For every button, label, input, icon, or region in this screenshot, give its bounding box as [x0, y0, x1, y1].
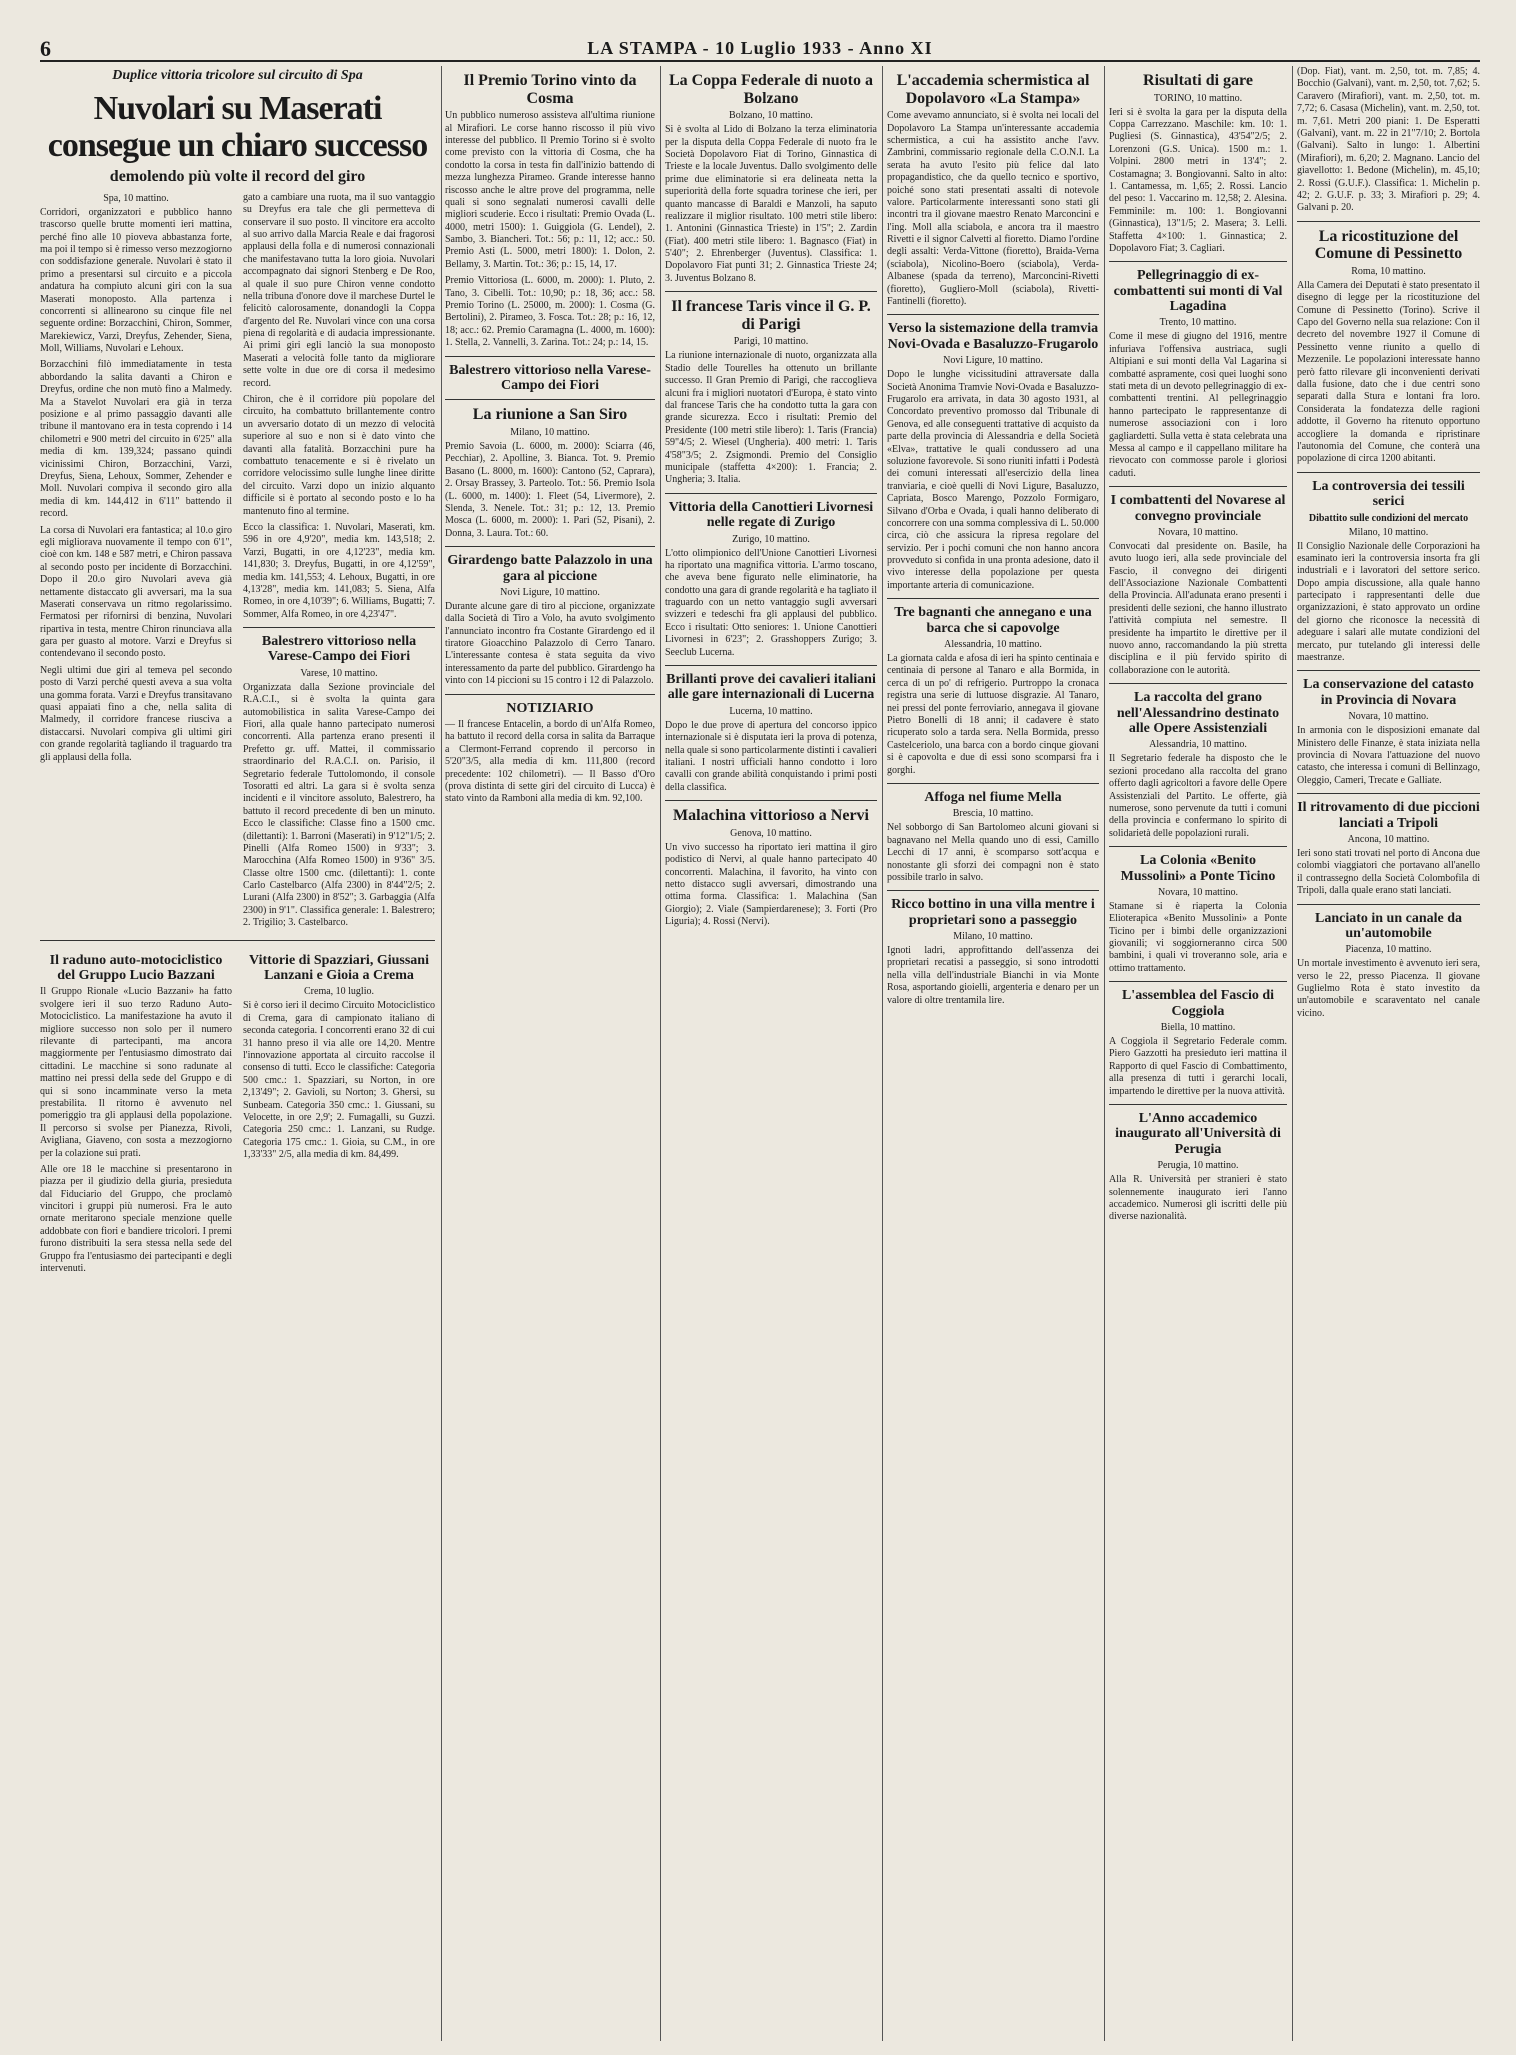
spa-article: [40, 191, 438, 934]
divider: [1109, 981, 1287, 982]
catasto-dateline: Novara, 10 mattino.: [1348, 711, 1429, 723]
bagnanti-headline: Tre bagnanti che annegano e una barca che si capovolge: [894, 605, 1092, 636]
catasto-headline: La conservazione del catasto in Provincia di Novara: [1303, 677, 1474, 708]
notiziario-headline: NOTIZIARIO: [506, 700, 594, 716]
sansiro-dateline: Milano, 10 mattino.: [510, 426, 590, 438]
raduno-headline: Il raduno auto-motociclistico del Gruppo Lucio Bazzani: [49, 952, 223, 984]
varese-repeat-headline: Balestrero vittorioso nella Varese-Campo dei Fiori: [449, 362, 651, 393]
scherma-text: Come avevamo annunciato, si è svolta nei locali del Dopolavoro La Stampa un'interessante accademia schermistica, a cui ha assistito anche l'avv. Zambrini, commissario regionale della C.O.N.I. La serata ha avuto l'esito più felice dal lato propagandistico, che da quello tecnico e sportivo, poiché sono stati presentati assalti di notevole valore. Particolarmente interessanti sono stati gli incontri tra il giovane maestro Renato Marconcini e l'ing. Moll alla sciabola, e ancora tra il maestro Rivetti e il signor Calvetti al fioretto. Diamo l'ordine degli assalti: Verda-Vittone (fioretto), Braida-Verna (sciabola), Nicolino-Boero (sciabola), Verda-Albanese (spada da terreno), Marconcini-Rivetti (fioretto), Gugliero-Moll (sciabola), Rivetti-Fantinelli (fioretto).: [887, 110, 1102, 308]
perugia-dateline: Perugia, 10 mattino.: [1157, 1160, 1239, 1172]
spa-dateline: Spa, 10 mattino.: [103, 192, 169, 204]
novarese-headline: I combattenti del Novarese al convegno provinciale: [1110, 493, 1286, 524]
notiziario-text: — Il francese Entacelin, a bordo di un'Alfa Romeo, ha battuto il record della corsa in salita da Barraque a Clermont-Ferrand coprendo il percorso in 5'20"3/5, alla media di km. 111,800 (record precedente: 102 chilometri). — Il Basso d'Oro (prova distinta di sette giri del circuito di Lucca) è stato vinto da Ramboni alla media di km. 92,100.: [445, 719, 658, 805]
divider: [665, 493, 877, 494]
column-rule: [1104, 66, 1105, 2041]
mella-text: Nel sobborgo di San Bartolomeo alcuni giovani si bagnavano nel Mella quando uno di essi, Camillo Lecchi di 17 anni, è scomparso sott'acqua e nonostante gli sforzi dei compagni non è stato possibile trarlo in salvo.: [887, 822, 1102, 883]
catasto-text: In armonia con le disposizioni emanate dal Ministero delle Finanze, è stata iniziata nella provincia di Novara l'attuazione del nuovo catasto, che interessa i comuni di Bellinzago, Oleggio, Cameri, Trecate e Galliate.: [1297, 725, 1483, 786]
coggiola-text: A Coggiola il Segretario Federale comm. Piero Gazzotti ha presieduto ieri mattina il Rapporto di quel Fascio di Combattimento, alla presenza di tutti i gerarchi locali, impartendo le direttive per la nuova attività.: [1109, 1036, 1290, 1097]
varese-headline: Balestrero vittorioso nella Varese-Campo dei Fiori: [261, 634, 417, 665]
canottieri-text: L'otto olimpionico dell'Unione Canottieri Livornesi ha riportato una magnifica vittoria. L'armo toscano, che aveva bene figurato nelle eliminatorie, ha condotto una gara di grande regolarità e ha tagliato il traguardo con un netto vantaggio sugli avversari svizzeri e tedeschi fra gli applausi del pubblico. Ecco i risultati: Otto seniores: 1. Unione Canottieri Livornesi in 6'23"; 2. Grasshoppers Zurigo; 3. Seeclub Lucerna.: [665, 547, 880, 658]
divider: [887, 314, 1099, 315]
coggiola-dateline: Biella, 10 mattino.: [1160, 1022, 1236, 1034]
gare-headline: Risultati di gare: [1143, 72, 1253, 89]
gare-dateline: TORINO, 10 mattino.: [1153, 92, 1243, 104]
grano-headline: La raccolta del grano nell'Alessandrino destinato alle Opere Assistenziali: [1116, 690, 1280, 736]
bagnanti-text: La giornata calda e afosa di ieri ha spinto centinaia e centinaia di persone al Tanaro e alla Bormida, in cerca di un po' di refrigerio. Purtroppo la cronaca registra una serie di luttuose disgrazie. Al Tanaro, nei pressi del ponte ferroviario, annegava il giovane Pietro Bonelli di 18 anni; il cadavere è stato ricuperato solo a tarda sera. Nella Bormida, presso Castelceriolo, una barca con a bordo cinque giovani si è capovolta e due di essi sono scomparsi fra i gorghi.: [887, 653, 1102, 776]
tessili-headline: La controversia dei tessili serici: [1312, 478, 1465, 510]
lucerna-dateline: Lucerna, 10 mattino.: [729, 705, 813, 717]
scherma-headline: L'accademia schermistica al Dopolavoro «La Stampa»: [896, 72, 1090, 107]
column-rule: [441, 66, 442, 2041]
varese-text: Organizzata dalla Sezione provinciale del R.A.C.I., si è svolta la quinta gara automobilistica in salita Varese-Campo dei Fiori, alla quale hanno partecipato numerosi concorrenti. Alla partenza erano presenti il Prefetto gr. uff. Mattei, il commissario straordinario del R.A.C.I. on. Parisio, il Segretario federale Tuttolomondo, il console Tosoratti ed altri. La gara si è svolta senza incidenti e il vincitore assoluto, Balestrero, ha battuto il record precedente di ben un minuto. Ecco le classifiche: Classe fino a 1500 cmc. (dilettanti): 1. Barroni (Maserati) in 9'12"1/5; 2. Pinelli (Alfa Romeo 1500) in 9'33"; 3. Marocchina (Alfa Romeo 1500) in 9'36" 3/5. Classe oltre 1500 cmc. (dilettanti): 1. conte Carlo Castelbarco (Alfa 2300) in 8'44"2/5; 2. Lurani (Alfa 2300) in 8'52"; 3. Garbaggia (Alfa 2300) in 9'1". Classifica generale: 1. Balestrero; 2. Trigilio; 3. Castelbarco.: [243, 681, 438, 929]
spa-text-e: gato a cambiare una ruota, ma il suo vantaggio su Dreyfus era tale che gli permetteva di conservare il suo posto. Il vincitore era accolto al suo arrivo dalla Marcia Reale e dai fragorosi applausi della folla e di numerosi connazionali che manifestavano tutta la loro gioia. Nuvolari accompagnato dai signori Stenberg e De Roo, al quale il suo pure Chiron venne condotto nella tribuna d'onore dove il marchese Durtel le felicitò calorosamente, donandogli la Coppa d'argento del Re. Nuvolari vince con una corsa piena di regolarità e di audacia impressionante. Ai primi giri egli lanciò la sua monoposto Maserati a velocità folle tanto da migliorare sette volte in due ore di corsa il medesimo record.: [243, 191, 438, 389]
divider: [1109, 683, 1287, 684]
spa-classification: Ecco la classifica: 1. Nuvolari, Maserati, km. 596 in ore 4,9'20", media km. 143,518; 2. Varzi, Bugatti, in ore 4,12'23", media km. 141,830; 3. Dreyfus, Bugatti, in ore 4,12'59", media km. 141,553; 4. Lehoux, Bugatti, in ore 4,13'28", media km. 141,083; 5. Siena, Alfa Romeo, in ore 4,10'39"; 6. Williams, Bugatti; 7. Sommer, Alfa Romeo, in ore 4,23'47".: [243, 521, 438, 620]
sansiro-headline: La riunione a San Siro: [472, 406, 628, 424]
divider: [1109, 846, 1287, 847]
nervi-text: Un vivo successo ha riportato ieri mattina il giro podistico di Nervi, al quale hanno partecipato 40 concorrenti. Malachina, il favorito, ha vinto con netto distacco sugli avversari, dimostrando una ottima forma. Classifica: 1. Malachina (San Giorgio); 2. Viale (Sampierdarenese); 3. Forti (Pro Liguria); 4. Rossi (Nervi).: [665, 841, 880, 928]
spa-subheadline: demolendo più volte il record del giro: [109, 167, 366, 185]
perugia-text: Alla R. Università per stranieri è stato solennemente inaugurato ieri l'anno accademico. Numerosi gli iscritti delle più diverse nazionalità.: [1109, 1174, 1290, 1223]
spa-text-b: Borzacchini filò immediatamente in testa abbordando la salita davanti a Chiron e Dreyfus, ordine che non mutò fino a Malmedy. Ma a Stavelot Nuvolari era già in terza posizione e al primo passaggio davanti alle tribune il mantovano era in testa coprendo i 14 chilometri e 900 metri del circuito in 6'25" alla media di km. 139,324; passano quindi vicinissimi Chiron, Borzacchini, Varzi, Dreyfus, Siena, Lehoux, Sommer, Zehender e Moll. Nuvolari compiva il secondo giro alla media di km. 144,412 in 6'11" battendo il record.: [40, 359, 235, 520]
gare-text: Ieri si è svolta la gara per la disputa della Coppa Carrezzano. Maschile: km. 10: 1. Pugliesi (S. Ginnastica), 43'54"2/5; 2. Lorenzoni (G.S. Unica). 1500 m.: 1. Volpini. 2800 metri in 13'4"; 2. Costamagna; 3. Bongiovanni. Salto in alto: 1. Cantamessa, m. 1,65; 2. Rossi. Lancio del peso: 1. Vaccarino m. 12,58; 2. Alesina. Femminile: m. 100: 1. Bongiovanni (Ginnastica), 13"1/5; 2. Masera; 3. Lelli. Staffetta 4×100: 1. Ginnastica; 2. Dopolavoro Fiat; 3. Cagliari.: [1109, 106, 1290, 254]
tramvia-headline: Verso la sistemazione della tramvia Novi-Ovada e Basaluzzo-Frugarolo: [887, 321, 1099, 352]
column-2: [445, 66, 658, 810]
grano-text: Il Segretario federale ha disposto che le sezioni procedano alla raccolta del grano offerto dagli agricoltori a favore delle Opere Assistenziali del Partito. Le offerte, già numerose, sono pervenute da tutti i comuni della provincia e confermano lo spirito di solidarietà delle popolazioni rurali.: [1109, 753, 1290, 839]
varese-dateline: Varese, 10 mattino.: [300, 667, 378, 679]
column-5: [1109, 66, 1290, 1228]
pellegrinaggio-headline: Pellegrinaggio di ex-combattenti sui monti di Val Lagadina: [1113, 268, 1283, 315]
divider: [665, 665, 877, 666]
pellegrinaggio-text: Come il mese di giugno del 1916, mentre infuriava l'offensiva austriaca, sugli Altipiani e sui monti della Val Lagarina si combatté aspramente, così quei luoghi sono stati meta di un devoto pellegrinaggio di ex-combattenti trentini. Al pellegrinaggio hanno partecipato le rappresentanze di numerose associazioni con i loro gagliardetti. Sulla vetta è stata celebrata una Messa al campo e il cappellano militare ha rievocato con commosse parole i gloriosi caduti.: [1109, 331, 1290, 479]
column-rule: [882, 66, 883, 2041]
column-6: [1297, 66, 1483, 1024]
coppa-dateline: Bolzano, 10 mattino.: [729, 110, 813, 122]
taris-text: La riunione internazionale di nuoto, organizzata alla Stadio delle Tourelles ha ottenuto un brillante successo. Il Gran Premio di Parigi, che raccoglieva alcuni fra i migliori nuotatori d'Europa, è stato vinto dal francese Taris che ha condotto tutta la gara con grande sicurezza. Ecco i risultati: Premio del Presidente (100 metri stile libero): 1. Taris (Francia) 59"4/5; 2. Wiesel (Ungheria). 400 metri: 1. Taris 4'58"3/5; 2. Zsigmondi. Premio del Consiglio municipale (staffetta 4×200): 1. Francia; 2. Ungheria; 3. Italia.: [665, 350, 880, 486]
spa-headline: Nuvolari su Maserati consegue un chiaro successo: [47, 90, 428, 165]
divider: [1297, 793, 1480, 794]
newspaper-title: LA STAMPA - 10 Luglio 1933 - Anno XI: [587, 38, 933, 58]
sansiro-text: Premio Savoia (L. 6000, m. 2000): Sciarra (46, Pecchiar), 2. Apolline, 3. Bianca. Tot. 9. Premio Basano (L. 8000, m. 1600): Cantono (52, Caprara), 2. Orsay Brassey, 3. Parteolo. Tot.: 56. Premio Isola (L. 6000, m. 1400): 1. Fleet (54, Livermore), 2. Slenda, 3. Nenele. Tot.: 31; p.: 12, 13. Premio Mosca (L. 6000, m. 2000): 1. Pari (52, Pisani), 2. Donna, 3. Laura. Tot.: 60.: [445, 440, 658, 539]
colonia-dateline: Novara, 10 mattino.: [1158, 886, 1238, 898]
colonia-headline: La Colonia «Benito Mussolini» a Ponte Ticino: [1120, 853, 1276, 884]
column-1: [40, 66, 438, 1279]
pessinetto-headline: La ricostituzione del Comune di Pessinetto: [1314, 227, 1463, 263]
tessili-subheadline: Dibattito sulle condizioni del mercato: [1308, 512, 1469, 524]
pessinetto-dateline: Roma, 10 mattino.: [1351, 265, 1426, 277]
crema-dateline: Crema, 10 luglio.: [304, 986, 374, 998]
crema-headline: Vittorie di Spazziari, Giussani Lanzani e Gioia a Crema: [249, 952, 429, 984]
tripoli-headline: Il ritrovamento di due piccioni lanciati a Tripoli: [1297, 800, 1480, 831]
divider: [445, 399, 655, 400]
divider: [1109, 1104, 1287, 1105]
nervi-dateline: Genova, 10 mattino.: [730, 827, 812, 839]
bottino-headline: Ricco bottino in una villa mentre i proprietari sono a passeggio: [891, 897, 1095, 928]
column-3: [665, 66, 880, 933]
tripoli-text: Ieri sono stati trovati nel porto di Ancona due colombi viaggiatori che portavano all'anello il contrassegno della Società Colombofila di Tripoli, dalla quale erano stati lanciati.: [1297, 847, 1483, 897]
divider: [40, 940, 435, 941]
raduno-text: Il Gruppo Rionale «Lucio Bazzani» ha fatto svolgere ieri il suo terzo Raduno Auto-Motociclistico. La manifestazione ha avuto il migliore successo non solo per il numero rilevante di partecipanti, ma ancora maggiormente per l'entusiasmo dimostrato dai cittadini. Le macchine si sono radunate al mattino nei pressi della sede del Gruppo e di qui si sono incamminate verso la meta prestabilita. Il ritorno è avvenuto nel pomeriggio tra gli applausi della popolazione. Il percorso si svolse per Pianezza, Rivoli, Avigliana, Giaveno, con sosta a mezzogiorno per la colazione sui prati.: [40, 986, 235, 1159]
column-rule: [1292, 66, 1293, 2041]
grano-dateline: Alessandria, 10 mattino.: [1149, 739, 1247, 751]
divider: [1297, 472, 1480, 473]
girardengo-headline: Girardengo batte Palazzolo in una gara al piccione: [447, 553, 653, 584]
column-4: [887, 66, 1102, 1011]
bagnanti-dateline: Alessandria, 10 mattino.: [944, 639, 1042, 651]
lucerna-headline: Brillanti prove dei cavalieri italiani alle gare internazionali di Lucerna: [666, 672, 876, 703]
canale-text: Un mortale investimento è avvenuto ieri sera, verso le 22, presso Piacenza. Il giovane Guglielmo Rota è stato investito da un'automobile e scaraventato nel canale vicino.: [1297, 958, 1483, 1019]
divider: [445, 356, 655, 357]
divider: [887, 890, 1099, 891]
divider: [887, 598, 1099, 599]
canale-dateline: Piacenza, 10 mattino.: [1345, 944, 1432, 956]
crema-text: Si è corso ieri il decimo Circuito Motociclistico di Crema, gara di campionato italiano di seconda categoria. I concorrenti erano 32 di cui 31 hanno preso il via alle ore 14,20. Mentre l'innovazione apportata al circuito raccolse il consenso di tutti. Ecco le classifiche: Categoria 500 cmc.: 1. Spazziari, su Norton, in ore 2,13'49"; 2. Gavioli, su Norton; 3. Ghersi, su Sunbeam. Categoria 350 cmc.: 1. Giussani, su Velocette, in ore 2,9'; 2. Fumagalli, su Guzzi. Categoria 250 cmc.: 1. Lanzani, su Rudge. Categoria 175 cmc.: 1. Gioia, su C.M., in ore 1,33'33" 2/5, alla media di km. 84,499.: [243, 1000, 438, 1161]
perugia-headline: L'Anno accademico inaugurato all'Università di Perugia: [1115, 1110, 1281, 1157]
torino-results: Premio Vittoriosa (L. 6000, m. 2000): 1. Pluto, 2. Tano, 3. Cibelli. Tot.: 10,90; p.: 18, 36; acc.: 58. Premio Torino (L. 25000, m. 2000): 1. Cosma (G. Bertolini), 2. Pirameo, 3. Fosca. Tot.: 28; p.: 16, 12, 18; acc.: 62. Premio Caramagna (L. 4000, m. 1600): 1. Stella, 2. Vannelli, 3. Zarina. Tot.: 24; p.: 14, 15.: [445, 275, 658, 349]
canale-headline: Lanciato in un canale da un'automobile: [1314, 910, 1463, 941]
tessili-dateline: Milano, 10 mattino.: [1348, 526, 1429, 538]
spa-kicker: Duplice vittoria tricolore sul circuito di Spa: [112, 68, 363, 83]
divider: [887, 783, 1099, 784]
bottino-dateline: Milano, 10 mattino.: [953, 931, 1033, 943]
athletics-continued-text: (Dop. Fiat), vant. m. 2,50, tot. m. 7,85; 4. Bocchio (Galvani), vant. m. 2,50, tot. 7,62; 5. Caravero (Mirafiori), vant. m. 2,50, tot. m. 7,72; 6. Casasa (Michelin), vant. m. 2,50, tot. m. 7,61. Metri 200 piani: 1. De Esperatti (Galvani), vant. m. 22 in 21"7/10; 2. Bortola (Galvani). Salto in lungo: 1. Albertini (Mirafiori), m. 6,20; 2. Magnano. Lancio del giavellotto: 1. Bedone (Michelin), m. 45,10; 2. Rossi (G.U.F.). Classifica: 1. Michelin p. 42; 2. G.U.F. p. 33; 3. Mirafiori p. 29; 4. Galvani p. 20.: [1297, 66, 1483, 214]
taris-headline: Il francese Taris vince il G. P. di Parigi: [671, 298, 871, 333]
divider: [243, 627, 435, 628]
lower-articles: [40, 947, 438, 1280]
column-rule: [660, 66, 661, 2041]
canottieri-headline: Vittoria della Canottieri Livornesi nelle regate di Zurigo: [668, 499, 874, 531]
torino-text: Un pubblico numeroso assisteva all'ultima riunione al Mirafiori. Le corse hanno riscosso il più vivo interesse del pubblico. Il Premio Torino si è svolto come previsto con la vittoria di Cosma, che ha condotto la corsa in testa fin dall'inizio battendo di mezza lunghezza Pirameo. Grande interesse hanno riscosso anche le altre prove del programma, nelle quali si sono segnalati numerosi cavalli delle migliori scuderie. Ecco i risultati: Premio Ovada (L. 4000, metri 1500): 1. Guiggiola (G. Lendel), 2. Sambo, 3. Biancheri. Tot.: 56; p.: 11, 12; acc.: 50. Premio Asti (L. 5000, metri 1800): 1. Dolon, 2. Bellamy, 3. Martin. Tot.: 36; p.: 15, 14, 17.: [445, 110, 658, 270]
divider: [665, 800, 877, 801]
mella-dateline: Brescia, 10 mattino.: [952, 808, 1034, 820]
divider: [445, 694, 655, 695]
pessinetto-text: Alla Camera dei Deputati è stato presentato il disegno di legge per la ricostituzione del Comune di Pessinetto (Torino). Scrive il Capo del Governo nella sua relazione: Con il decreto del novembre 1927 il Comune di Pessinetto venne riunito a quello di Mezzenile. Le popolazioni interessate hanno però fatto rilevare gli inconvenienti derivati dalla fusione, dato che i due centri sono separati dalla Stura e lontani fra loro. Considerata la fondatezza delle ragioni addotte, il Governo ha ritenuto opportuno accogliere la domanda e ripristinare l'autonomia del Comune, che conterà una popolazione di circa 1200 abitanti.: [1297, 279, 1483, 465]
novarese-dateline: Novara, 10 mattino.: [1158, 526, 1238, 538]
girardengo-text: Durante alcune gare di tiro al piccione, organizzate dalla Società di Tiro a Volo, ha avuto svolgimento l'annunciato incontro fra Costante Girardengo ed il tiratore Gioacchino Palazzolo di Cerro Tanaro. L'interessante contesa è stata seguita da vivo interessamento da parte del pubblico. Girardengo ha vinto con 14 piccioni su 15 contro i 12 di Palazzolo.: [445, 600, 658, 687]
spa-text-d: Negli ultimi due giri al temeva pel secondo posto di Varzi perché questi aveva a sua volta una gomma forata. Varzi e Dreyfus transitavano quasi appaiati fino a che, nella salita di Malmedy, il corridore francese riusciva a distaccarsi. Nuvolari compiva gli ultimi giri con grande regolarità tagliando il traguardo tra gli applausi della folla.: [40, 664, 235, 763]
coppa-headline: La Coppa Federale di nuoto a Bolzano: [668, 72, 873, 107]
masthead: [40, 36, 1480, 62]
divider: [1109, 261, 1287, 262]
page-number: 6: [40, 36, 51, 61]
novarese-text: Convocati dal presidente on. Basile, ha avuto luogo ieri, alla sede provinciale del Fascio, il convegno dei dirigenti dell'Associazione Nazionale Combattenti della Provincia. All'adunata erano presenti i presidenti delle sezioni, che hanno illustrato l'attività compiuta nel semestre. Il presidente ha impartito le direttive per il nuovo anno, raccomandando la più stretta disciplina e il più fervido spirito di collaborazione con le autorità.: [1109, 540, 1290, 676]
coppa-text: Si è svolta al Lido di Bolzano la terza eliminatoria per la disputa della Coppa Federale di nuoto fra le Società Dopolavoro Fiat di Torino, Ginnastica di Trieste e la locale Juventus. Dallo svolgimento delle prime due eliminatorie si era delineata netta la superiorità della forte squadra torinese che ieri, per quanto mancasse di Baraldi e Manzoli, ha saputo realizzare il miglior risultato. 100 metri stile libero: 1. Antonini (Ginnastica Trieste) in 1'5"; 2. Zardin (Fiat). 400 metri stile libero: 1. Bagnasco (Fiat) in 5'40"; 2. Ehrenberger (Juventus). Classifica: 1. Dopolavoro Fiat punti 31; 2. Ginnastica Trieste 24; 3. Juventus Bolzano 8.: [665, 124, 880, 284]
divider: [1297, 904, 1480, 905]
tessili-text: Il Consiglio Nazionale delle Corporazioni ha esaminato ieri la controversia insorta fra gli industriali e i lavoratori del settore serico. Dopo ampia discussione, alla quale hanno partecipato i rappresentanti delle due organizzazioni, è stato approvato un ordine del giorno che riconosce la necessità di adeguare i salari alle mutate condizioni del mercato, pur tutelando gli interessi delle maestranze.: [1297, 540, 1483, 664]
divider: [665, 291, 877, 292]
torino-headline: Il Premio Torino vinto da Cosma: [463, 72, 637, 107]
spa-text-c: La corsa di Nuvolari era fantastica; al 10.o giro egli migliorava nuovamente il tempo con 6'1", cioè con km. 148 e 587 metri, e Chiron passava al secondo posto per incidente di Borzacchini. Dopo il 20.o giro Nuvolari aveva già nettamente distaccato gli avversari, ma la sua Maserati conservava un ritmo regolarissimo. Fermatosi per rifornirsi di benzina, Nuvolari ripartiva in testa, mentre Chiron rinunciava alla gara per guasto al motore. Varzi e Dreyfus si contendevano il secondo posto.: [40, 524, 235, 660]
tripoli-dateline: Ancona, 10 mattino.: [1347, 833, 1430, 845]
divider: [1297, 670, 1480, 671]
canottieri-dateline: Zurigo, 10 mattino.: [732, 533, 810, 545]
divider: [1297, 221, 1480, 222]
lucerna-text: Dopo le due prove di apertura del concorso ippico internazionale si è disputata ieri la prova di potenza, nella quale si sono particolarmente distinti i cavalieri italiani. I nostri ufficiali hanno condotto i loro cavalli con grande abilità conquistando i primi posti della classifica.: [665, 719, 880, 793]
divider: [1109, 486, 1287, 487]
bottino-text: Ignoti ladri, approfittando dell'assenza dei proprietari recatisi a passeggio, si sono introdotti nella villa dell'industriale Bianchi in via Monte Rosa, asportando gioielli, argenteria e denaro per un valore di oltre trentamila lire.: [887, 945, 1102, 1006]
divider: [445, 546, 655, 547]
girardengo-dateline: Novi Ligure, 10 mattino.: [500, 586, 600, 598]
taris-dateline: Parigi, 10 mattino.: [733, 336, 809, 348]
tramvia-text: Dopo le lunghe vicissitudini attraversate dalla Società Anonima Tramvie Novi-Ovada e Basaluzzo-Frugarolo era arrivata, in data 30 agosto 1931, al Concordato preventivo promosso dal Tribunale di Genova, ed alle conseguenti trattative di acquisto da parte della provincia di Alessandria e della Società «Elva», trattative le quali condussero ad una soluzione favorevole. Si sono riuniti infatti i Podestà dei comuni interessati all'esercizio della linea tranviaria, e cioè quelli di Novi Ligure, Basaluzzo, Capriata, Bosco Marengo, Pozzolo Formigaro, Silvano d'Orba e Ovada, i quali hanno deliberato di concorrere con una somma complessiva di L. 50.000 circa, ciò che assicura la ripresa regolare del servizio. Per i pochi comuni che non hanno ancora provveduto si confida in una pronta adesione, dato il vivo interesse della popolazione per questa importante arteria di comunicazione.: [887, 369, 1102, 591]
coggiola-headline: L'assemblea del Fascio di Coggiola: [1121, 988, 1275, 1019]
mella-headline: Affoga nel fiume Mella: [924, 789, 1062, 805]
pellegrinaggio-dateline: Trento, 10 mattino.: [1159, 317, 1237, 329]
nervi-headline: Malachina vittorioso a Nervi: [673, 807, 869, 825]
raduno-text-b: Alle ore 18 le macchine si presentarono in piazza per il giudizio della giuria, presieduta dal Fiduciario del Gruppo, che proclamò vincitori i gruppi più numerosi. Fra le auto ornate meritarono speciale menzione quelle addobbate con fiori e bandiere tricolori. I premi furono distribuiti la sera stessa nella sede del Gruppo fra l'entusiasmo dei partecipanti e degli intervenuti.: [40, 1163, 235, 1275]
colonia-text: Stamane si è riaperta la Colonia Elioterapica «Benito Mussolini» a Ponte Ticino per i bimbi delle organizzazioni giovanili; vi soggiorneranno circa 500 bambini, i quali vi troveranno sole, aria e ottimo trattamento.: [1109, 900, 1290, 974]
tramvia-dateline: Novi Ligure, 10 mattino.: [943, 355, 1043, 367]
spa-text-a: Corridori, organizzatori e pubblico hanno trascorso quelle brutte momenti ieri mattina, perché fino alle 10 pioveva abbastanza forte, ma poi il tempo si è rimesso verso mezzogiorno con soddisfazione generale. Nuvolari è stato il primo a presentarsi sul circuito e a piccola andatura ha compiuto alcuni giri con la sua Maserati monoposto. Alla partenza i concorrenti si allinearono su cinque file nel seguente ordine: Borzacchini, Chiron, Sommer, Marekiewicz, Varzi, Dreyfus, Zehender, Siena, Moll, Williams, Nuvolari e Lehoux.: [40, 206, 235, 355]
spa-text-f: Chiron, che è il corridore più popolare del circuito, ha combattuto brillantemente contro un avversario dotato di un mezzo di velocità superiore al suo e non si è dato vinto che davanti alla fatalità. Borzacchini pure ha combattuto tenacemente e si è rivelato un corridore velocissimo sulle lunghe linee diritte del circuito. Varzi dopo un inizio alquanto difficile si è portato al secondo posto e lo ha mantenuto fino al termine.: [243, 394, 438, 517]
